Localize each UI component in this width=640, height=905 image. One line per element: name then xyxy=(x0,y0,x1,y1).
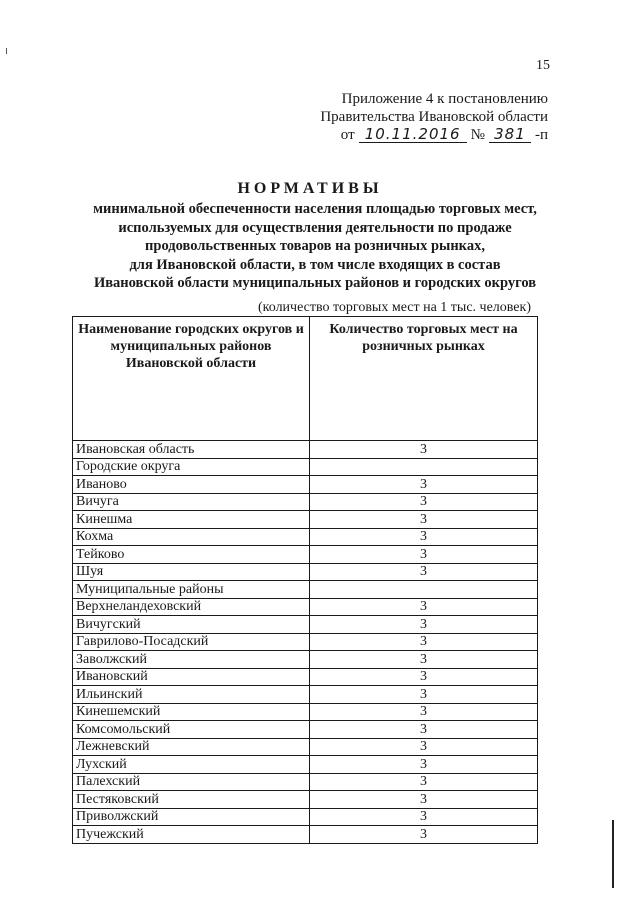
table-row xyxy=(73,528,538,546)
table-row xyxy=(73,668,538,686)
subtitle-line: для Ивановской области, в том числе входящих в состав xyxy=(129,256,501,273)
row-value xyxy=(310,458,538,476)
row-value: 3 xyxy=(310,511,538,529)
row-name: Муниципальные районы xyxy=(73,581,310,599)
row-value: 3 xyxy=(310,546,538,564)
table-row xyxy=(73,546,538,564)
document-title: НОРМАТИВЫ xyxy=(237,180,383,197)
row-value: 3 xyxy=(310,826,538,844)
subtitle-line: используемых для осуществления деятельности по продаже xyxy=(118,219,512,236)
table-row xyxy=(73,808,538,826)
row-value: 3 xyxy=(310,808,538,826)
row-value: 3 xyxy=(310,773,538,791)
row-name: Палехский xyxy=(73,773,310,791)
table-row xyxy=(73,633,538,651)
row-name: Лухский xyxy=(73,756,310,774)
row-name: Ильинский xyxy=(73,686,310,704)
table-row xyxy=(73,773,538,791)
row-name: Ивановская область xyxy=(73,441,310,459)
row-name: Иваново xyxy=(73,476,310,494)
number-suffix: -п xyxy=(534,127,548,143)
table-header-row xyxy=(73,317,538,441)
table-row xyxy=(73,738,538,756)
table-row xyxy=(73,458,538,476)
row-name: Кохма xyxy=(73,528,310,546)
decree-number: 381 xyxy=(489,126,531,143)
table-row xyxy=(73,581,538,599)
subtitle-line: продовольственных товаров на розничных рынках, xyxy=(145,238,485,254)
row-value: 3 xyxy=(310,493,538,511)
decree-date: 10.11.2016 xyxy=(359,126,467,143)
row-name: Шуя xyxy=(73,563,310,581)
table-row xyxy=(73,476,538,494)
table-row xyxy=(73,703,538,721)
header-count: Количество торговых мест на розничных рынках xyxy=(310,317,538,441)
row-name: Кинешемский xyxy=(73,703,310,721)
norms-table xyxy=(72,316,538,844)
table-row xyxy=(73,686,538,704)
header-name: Наименование городских округов и муниципальных районов Ивановской области xyxy=(73,317,310,441)
row-name: Городские округа xyxy=(73,458,310,476)
row-value: 3 xyxy=(310,756,538,774)
row-value: 3 xyxy=(310,476,538,494)
table-row xyxy=(73,563,538,581)
row-name: Комсомольский xyxy=(73,721,310,739)
number-sign: № xyxy=(470,127,485,143)
row-name: Ивановский xyxy=(73,668,310,686)
margin-line xyxy=(612,820,614,888)
row-value: 3 xyxy=(310,791,538,809)
row-value: 3 xyxy=(310,563,538,581)
row-value: 3 xyxy=(310,738,538,756)
row-value: 3 xyxy=(310,703,538,721)
subtitle-line: минимальной обеспеченности населения площадью торговых мест, xyxy=(93,201,537,217)
appendix-date-line xyxy=(248,126,548,144)
row-value xyxy=(310,581,538,599)
row-value: 3 xyxy=(310,616,538,634)
row-value: 3 xyxy=(310,668,538,686)
row-value: 3 xyxy=(310,686,538,704)
date-prefix: от xyxy=(340,127,355,143)
appendix-block xyxy=(248,90,548,144)
row-name: Вичуга xyxy=(73,493,310,511)
row-name: Гаврилово-Посадский xyxy=(73,633,310,651)
table-row xyxy=(73,616,538,634)
row-value: 3 xyxy=(310,598,538,616)
row-value: 3 xyxy=(310,721,538,739)
row-name: Вичугский xyxy=(73,616,310,634)
table-body xyxy=(73,441,538,844)
table-row xyxy=(73,791,538,809)
row-name: Кинешма xyxy=(73,511,310,529)
row-value: 3 xyxy=(310,651,538,669)
document-subtitle xyxy=(50,200,580,293)
row-name: Заволжский xyxy=(73,651,310,669)
row-name: Пестяковский xyxy=(73,791,310,809)
appendix-line-2: Правительства Ивановской области xyxy=(320,109,548,125)
row-name: Приволжский xyxy=(73,808,310,826)
table-row xyxy=(73,598,538,616)
row-value: 3 xyxy=(310,633,538,651)
row-name: Тейково xyxy=(73,546,310,564)
row-value: 3 xyxy=(310,528,538,546)
subtitle-line: Ивановской области муниципальных районов и городских округов xyxy=(93,275,537,291)
table-row xyxy=(73,493,538,511)
table-row xyxy=(73,651,538,669)
row-value: 3 xyxy=(310,441,538,459)
table-row xyxy=(73,721,538,739)
table-row xyxy=(73,756,538,774)
unit-note: (количество торговых мест на 1 тыс. человек) xyxy=(258,300,531,315)
row-name: Пучежский xyxy=(73,826,310,844)
scan-mark xyxy=(6,48,7,54)
table-row xyxy=(73,826,538,844)
row-name: Верхнеландеховский xyxy=(73,598,310,616)
appendix-line-1: Приложение 4 к постановлению xyxy=(341,91,548,107)
table-row xyxy=(73,441,538,459)
row-name: Лежневский xyxy=(73,738,310,756)
table-row xyxy=(73,511,538,529)
page-number: 15 xyxy=(536,58,550,73)
